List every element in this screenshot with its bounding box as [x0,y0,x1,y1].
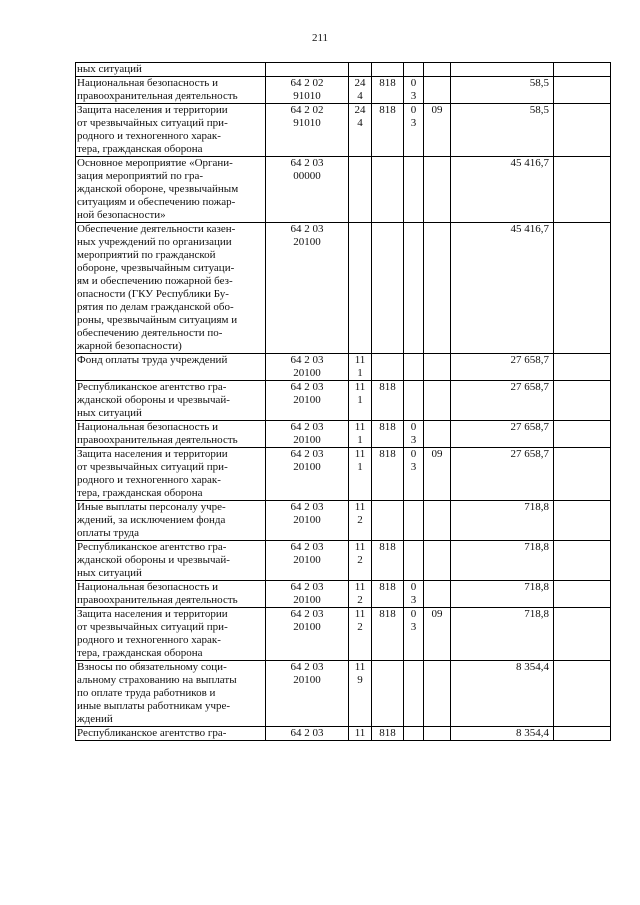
row-subsection [424,501,451,541]
row-expense-type: 11 2 [349,581,372,608]
row-subsection [424,63,451,77]
row-ministry-code [372,501,404,541]
row-ministry-code [372,354,404,381]
row-name: ных ситуаций [76,63,266,77]
row-name: Республиканское агентство гра- [76,727,266,741]
row-name: Республиканское агентство гра- жданской обороны и чрезвычай- ных ситуаций [76,381,266,421]
table-row [76,581,611,608]
row-extra [554,77,611,104]
table-row [76,381,611,421]
row-extra [554,354,611,381]
row-expense-type [349,63,372,77]
row-subsection: 09 [424,104,451,157]
table-row [76,541,611,581]
row-expense-type: 11 2 [349,608,372,661]
row-expense-type: 11 1 [349,381,372,421]
row-amount: 27 658,7 [451,421,554,448]
row-ministry-code: 818 [372,727,404,741]
row-subsection [424,223,451,354]
row-extra [554,608,611,661]
row-name: Защита населения и территории от чрезвычайных ситуаций при- родного и техногенного харак- тера, гражданская оборона [76,448,266,501]
table-row [76,448,611,501]
row-name: Основное мероприятие «Органи- зация мероприятий по гра- жданской обороне, чрезвычайным ситуациям и обеспечению пожар- ной безопасности» [76,157,266,223]
row-expense-type: 11 1 [349,421,372,448]
row-extra [554,381,611,421]
row-code: 64 2 02 91010 [266,104,349,157]
row-extra [554,541,611,581]
table-row [76,157,611,223]
table-row [76,77,611,104]
row-section [404,501,424,541]
row-expense-type: 11 2 [349,541,372,581]
row-extra [554,661,611,727]
table-row [76,223,611,354]
row-code [266,63,349,77]
table-row [76,104,611,157]
row-code: 64 2 03 20100 [266,421,349,448]
row-expense-type: 11 1 [349,448,372,501]
row-subsection [424,661,451,727]
row-code: 64 2 02 91010 [266,77,349,104]
row-subsection [424,727,451,741]
row-subsection [424,354,451,381]
row-code: 64 2 03 20100 [266,354,349,381]
row-code: 64 2 03 20100 [266,541,349,581]
row-subsection [424,157,451,223]
table-row [76,63,611,77]
table-row [76,727,611,741]
row-section: 0 3 [404,421,424,448]
row-extra [554,63,611,77]
row-code: 64 2 03 20100 [266,381,349,421]
row-amount: 58,5 [451,77,554,104]
row-amount: 8 354,4 [451,661,554,727]
row-extra [554,223,611,354]
row-amount: 45 416,7 [451,157,554,223]
row-amount: 27 658,7 [451,354,554,381]
table-row [76,661,611,727]
row-section [404,63,424,77]
row-name: Республиканское агентство гра- жданской обороны и чрезвычай- ных ситуаций [76,541,266,581]
row-extra [554,157,611,223]
table-row [76,421,611,448]
row-ministry-code: 818 [372,581,404,608]
row-name: Национальная безопасность и правоохранительная деятельность [76,421,266,448]
row-subsection: 09 [424,608,451,661]
row-amount [451,63,554,77]
row-name: Национальная безопасность и правоохранительная деятельность [76,581,266,608]
row-ministry-code: 818 [372,421,404,448]
row-ministry-code: 818 [372,541,404,581]
row-section: 0 3 [404,608,424,661]
row-code: 64 2 03 [266,727,349,741]
table-row [76,354,611,381]
row-ministry-code [372,661,404,727]
row-ministry-code: 818 [372,381,404,421]
row-section [404,223,424,354]
row-expense-type: 11 [349,727,372,741]
row-extra [554,104,611,157]
row-name: Обеспечение деятельности казен- ных учреждений по организации мероприятий по гражданской обороне, чрезвычайным ситуаци- ям и обеспечению пожарной без- опасности (ГКУ Республики Бу- рятия по делам гражданской обо- роны, чрезвычайным ситуациям и обеспечению деятельности по- жарной безопасности) [76,223,266,354]
row-ministry-code [372,157,404,223]
row-section: 0 3 [404,581,424,608]
row-amount: 27 658,7 [451,381,554,421]
row-section [404,541,424,581]
row-expense-type: 11 1 [349,354,372,381]
row-subsection: 09 [424,448,451,501]
row-subsection [424,581,451,608]
row-ministry-code: 818 [372,104,404,157]
row-expense-type: 24 4 [349,104,372,157]
row-section: 0 3 [404,104,424,157]
row-extra [554,501,611,541]
row-amount: 58,5 [451,104,554,157]
row-code: 64 2 03 20100 [266,608,349,661]
row-amount: 718,8 [451,608,554,661]
row-expense-type: 11 9 [349,661,372,727]
row-expense-type: 11 2 [349,501,372,541]
row-amount: 27 658,7 [451,448,554,501]
row-name: Защита населения и территории от чрезвычайных ситуаций при- родного и техногенного харак- тера, гражданская оборона [76,104,266,157]
row-code: 64 2 03 20100 [266,581,349,608]
row-name: Фонд оплаты труда учреждений [76,354,266,381]
row-section: 0 3 [404,77,424,104]
row-section [404,354,424,381]
row-amount: 8 354,4 [451,727,554,741]
row-amount: 718,8 [451,581,554,608]
row-name: Взносы по обязательному соци- альному страхованию на выплаты по оплате труда работников и иные выплаты работникам учре- ждений [76,661,266,727]
row-name: Защита населения и территории от чрезвычайных ситуаций при- родного и техногенного харак- тера, гражданская оборона [76,608,266,661]
row-code: 64 2 03 20100 [266,501,349,541]
row-code: 64 2 03 00000 [266,157,349,223]
row-amount: 45 416,7 [451,223,554,354]
row-ministry-code [372,223,404,354]
row-subsection [424,77,451,104]
row-subsection [424,381,451,421]
row-ministry-code: 818 [372,608,404,661]
row-section [404,727,424,741]
row-extra [554,448,611,501]
row-code: 64 2 03 20100 [266,661,349,727]
row-section [404,381,424,421]
row-code: 64 2 03 20100 [266,448,349,501]
row-amount: 718,8 [451,501,554,541]
row-section [404,157,424,223]
row-extra [554,581,611,608]
table-row [76,608,611,661]
row-amount: 718,8 [451,541,554,581]
row-subsection [424,541,451,581]
row-section: 0 3 [404,448,424,501]
page-number: 211 [311,32,329,44]
row-ministry-code [372,63,404,77]
row-section [404,661,424,727]
row-extra [554,421,611,448]
row-expense-type [349,223,372,354]
row-subsection [424,421,451,448]
row-code: 64 2 03 20100 [266,223,349,354]
row-expense-type [349,157,372,223]
budget-table [75,62,611,741]
row-ministry-code: 818 [372,77,404,104]
row-ministry-code: 818 [372,448,404,501]
row-name: Национальная безопасность и правоохранительная деятельность [76,77,266,104]
table-row [76,501,611,541]
row-expense-type: 24 4 [349,77,372,104]
row-name: Иные выплаты персоналу учре- ждений, за исключением фонда оплаты труда [76,501,266,541]
row-extra [554,727,611,741]
